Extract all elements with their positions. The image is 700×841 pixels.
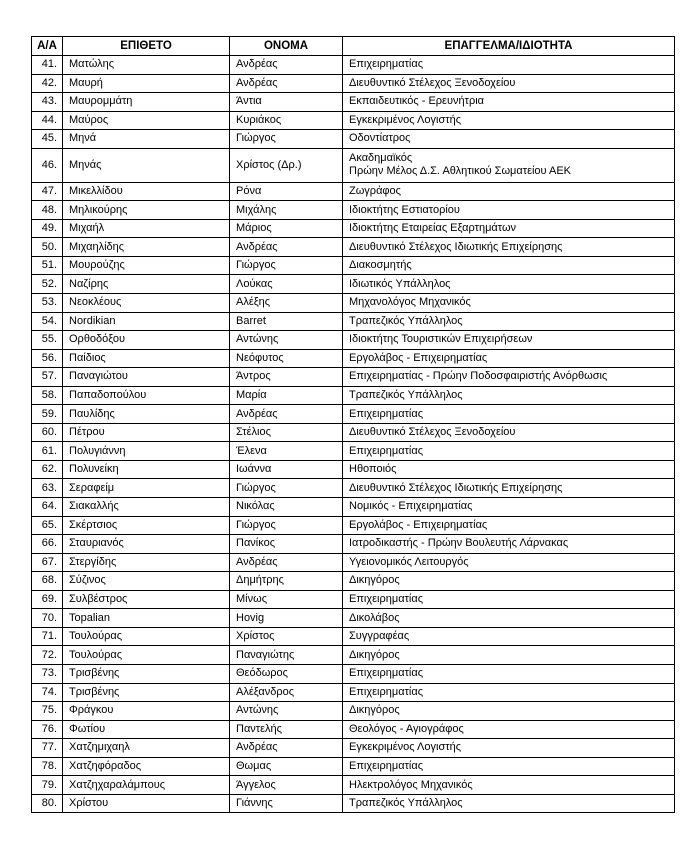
- table-body: [32, 56, 675, 813]
- row-profession: [343, 312, 675, 331]
- row-profession: [343, 256, 675, 275]
- row-profession: [343, 757, 675, 776]
- row-profession-line: Ιδιοκτήτης Τουριστικών Επιχειρήσεων: [349, 333, 533, 346]
- header-row: [32, 37, 675, 56]
- row-number: 68.: [32, 572, 63, 591]
- row-profession-line: Εργολάβος - Επιχειρηματίας: [349, 518, 488, 531]
- table-row: [32, 405, 675, 424]
- table-row: [32, 794, 675, 813]
- row-number: 53.: [32, 294, 63, 313]
- table-row: [32, 349, 675, 368]
- row-surname: Topalian: [63, 609, 230, 628]
- row-surname: Σύζινος: [63, 572, 230, 591]
- row-number: 43.: [32, 93, 63, 112]
- row-profession: [343, 479, 675, 498]
- row-first-name: Barret: [230, 312, 343, 331]
- row-first-name: Ανδρέας: [230, 405, 343, 424]
- table-row: [32, 498, 675, 517]
- row-profession-line: Ιατροδικαστής - Πρώην Βουλευτής Λάρνακας: [349, 537, 569, 550]
- row-profession: [343, 572, 675, 591]
- row-surname: Χατζηχαραλάμπους: [63, 776, 230, 795]
- row-surname: Ματώλης: [63, 56, 230, 75]
- table-row: [32, 627, 675, 646]
- row-profession: [343, 148, 675, 182]
- row-profession: [343, 498, 675, 517]
- table-row: [32, 683, 675, 702]
- row-first-name: Θωμας: [230, 757, 343, 776]
- row-profession: [343, 664, 675, 683]
- row-surname: Μαυρομμάτη: [63, 93, 230, 112]
- table-row: [32, 590, 675, 609]
- row-profession: [343, 349, 675, 368]
- row-first-name: Ανδρέας: [230, 553, 343, 572]
- row-profession-line: Συγγραφέας: [349, 630, 410, 643]
- row-profession-line: Επιχειρηματίας - Πρώην Ποδοσφαιριστής Ανόρθωσις: [349, 370, 608, 383]
- row-first-name: Άντρος: [230, 368, 343, 387]
- row-surname: Μιχαήλ: [63, 219, 230, 238]
- row-number: 47.: [32, 182, 63, 201]
- table-row: [32, 130, 675, 149]
- row-surname: Τρισβένης: [63, 664, 230, 683]
- table-row: [32, 386, 675, 405]
- row-profession: [343, 275, 675, 294]
- row-first-name: Αντώνης: [230, 331, 343, 350]
- row-surname: Χρίστου: [63, 794, 230, 813]
- row-profession-line: Διευθυντικό Στέλεχος Ξενοδοχείου: [349, 76, 516, 89]
- row-profession-line: Τραπεζικός Υπάλληλος: [349, 797, 463, 810]
- row-profession: [343, 702, 675, 721]
- row-number: 60.: [32, 423, 63, 442]
- row-number: 56.: [32, 349, 63, 368]
- row-surname: Μαύρος: [63, 111, 230, 130]
- row-number: 79.: [32, 776, 63, 795]
- row-surname: Παυλίδης: [63, 405, 230, 424]
- row-profession: [343, 442, 675, 461]
- table-row: [32, 664, 675, 683]
- row-profession-line: Δικηγόρος: [349, 704, 400, 717]
- row-profession: [343, 405, 675, 424]
- table-row: [32, 646, 675, 665]
- row-profession-line: Δικολάβος: [349, 611, 400, 624]
- row-profession: [343, 535, 675, 554]
- table-row: [32, 294, 675, 313]
- row-surname: Τουλούρας: [63, 646, 230, 665]
- row-surname: Πολυγιάννη: [63, 442, 230, 461]
- row-profession-line: Διακοσμητής: [349, 259, 412, 272]
- row-surname: Σταυριανός: [63, 535, 230, 554]
- table-row: [32, 535, 675, 554]
- table-row: [32, 312, 675, 331]
- row-profession-line: Εργολάβος - Επιχειρηματίας: [349, 351, 488, 364]
- row-profession-line: Εκπαιδευτικός - Ερευνήτρια: [349, 95, 485, 108]
- row-profession: [343, 776, 675, 795]
- row-profession: [343, 646, 675, 665]
- row-number: 72.: [32, 646, 63, 665]
- row-profession: [343, 182, 675, 201]
- row-surname: Σκέρτσιος: [63, 516, 230, 535]
- row-profession: [343, 111, 675, 130]
- row-first-name: Στέλιος: [230, 423, 343, 442]
- row-number: 55.: [32, 331, 63, 350]
- row-surname: Παίδιος: [63, 349, 230, 368]
- row-profession-line: Τραπεζικός Υπάλληλος: [349, 314, 463, 327]
- row-profession: [343, 683, 675, 702]
- row-surname: Μηλικούρης: [63, 201, 230, 220]
- row-number: 73.: [32, 664, 63, 683]
- row-surname: Ορθοδόξου: [63, 331, 230, 350]
- row-number: 76.: [32, 720, 63, 739]
- table-row: [32, 256, 675, 275]
- row-first-name: Έλενα: [230, 442, 343, 461]
- row-profession-line: Επιχειρηματίας: [349, 593, 424, 606]
- row-surname: Μηνάς: [63, 148, 230, 182]
- row-profession: [343, 201, 675, 220]
- row-profession-line: Επιχειρηματίας: [349, 444, 424, 457]
- row-surname: Μικελλίδου: [63, 182, 230, 201]
- row-first-name: Λούκας: [230, 275, 343, 294]
- row-number: 57.: [32, 368, 63, 387]
- row-surname: Παναγιώτου: [63, 368, 230, 387]
- table-row: [32, 93, 675, 112]
- row-profession-line: Ζωγράφος: [349, 185, 401, 197]
- row-surname: Παπαδοπούλου: [63, 386, 230, 405]
- row-profession-line: Διευθυντικό Στέλεχος Ιδιωτικής Επιχείρησης: [349, 240, 563, 253]
- table-row: [32, 219, 675, 238]
- row-profession-line: Ιδιοκτήτης Εστιατορίου: [349, 203, 460, 216]
- header-profession: ΕΠΑΓΓΕΛΜΑ/ΙΔΙΟΤΗΤΑ: [343, 37, 675, 56]
- table-row: [32, 111, 675, 130]
- row-profession-line: Δικηγόρος: [349, 574, 400, 587]
- row-profession: [343, 386, 675, 405]
- row-profession-line: Διευθυντικό Στέλεχος Ξενοδοχείου: [349, 426, 516, 439]
- row-surname: Πέτρου: [63, 423, 230, 442]
- row-profession-line: Ακαδημαϊκός: [349, 152, 413, 165]
- table-row: [32, 720, 675, 739]
- row-first-name: Κυριάκος: [230, 111, 343, 130]
- table-row: [32, 553, 675, 572]
- row-profession: [343, 74, 675, 93]
- row-number: 59.: [32, 405, 63, 424]
- row-first-name: Γιώργος: [230, 516, 343, 535]
- row-surname: Φράγκου: [63, 702, 230, 721]
- header-surname: ΕΠΙΘΕΤΟ: [63, 37, 230, 56]
- row-surname: Σιακαλλής: [63, 498, 230, 517]
- row-number: 50.: [32, 238, 63, 257]
- row-profession: [343, 238, 675, 257]
- row-number: 61.: [32, 442, 63, 461]
- table-row: [32, 331, 675, 350]
- row-surname: Φωτίου: [63, 720, 230, 739]
- row-number: 58.: [32, 386, 63, 405]
- row-first-name: Νικόλας: [230, 498, 343, 517]
- row-profession-line: Εγκεκριμένος Λογιστής: [349, 113, 462, 126]
- row-profession-line: Επιχειρηματίας: [349, 685, 424, 698]
- row-number: 74.: [32, 683, 63, 702]
- row-number: 52.: [32, 275, 63, 294]
- row-number: 51.: [32, 256, 63, 275]
- row-number: 49.: [32, 219, 63, 238]
- row-first-name: Γιάννης: [230, 794, 343, 813]
- row-surname: Πολυνείκη: [63, 460, 230, 479]
- row-first-name: Γιώργος: [230, 256, 343, 275]
- row-number: 42.: [32, 74, 63, 93]
- row-number: 45.: [32, 130, 63, 149]
- row-first-name: Αντώνης: [230, 702, 343, 721]
- row-surname: Μουρούζης: [63, 256, 230, 275]
- row-number: 62.: [32, 460, 63, 479]
- row-first-name: Ρόνα: [230, 182, 343, 201]
- row-profession: [343, 553, 675, 572]
- row-number: 71.: [32, 627, 63, 646]
- row-first-name: Γιώργος: [230, 130, 343, 149]
- row-first-name: Πανίκος: [230, 535, 343, 554]
- row-first-name: Μαρία: [230, 386, 343, 405]
- row-profession: [343, 93, 675, 112]
- row-profession: [343, 627, 675, 646]
- row-surname: Χατζηφόραδος: [63, 757, 230, 776]
- table-row: [32, 776, 675, 795]
- row-number: 63.: [32, 479, 63, 498]
- row-number: 64.: [32, 498, 63, 517]
- table-row: [32, 148, 675, 182]
- table-row: [32, 368, 675, 387]
- row-surname: Τουλούρας: [63, 627, 230, 646]
- row-profession-line: Τραπεζικός Υπάλληλος: [349, 389, 463, 402]
- table-row: [32, 739, 675, 758]
- row-first-name: Θεόδωρος: [230, 664, 343, 683]
- row-first-name: Χρίστος (Δρ.): [230, 148, 343, 182]
- row-surname: Nordikian: [63, 312, 230, 331]
- row-profession: [343, 368, 675, 387]
- row-first-name: Αλέξης: [230, 294, 343, 313]
- table-row: [32, 757, 675, 776]
- row-profession-line: Ιδιωτικός Υπάλληλος: [349, 277, 451, 290]
- row-number: 75.: [32, 702, 63, 721]
- row-first-name: Παντελής: [230, 720, 343, 739]
- row-first-name: Hovig: [230, 609, 343, 628]
- table-row: [32, 238, 675, 257]
- row-number: 80.: [32, 794, 63, 813]
- row-surname: Στεργίδης: [63, 553, 230, 572]
- row-surname: Σεραφείμ: [63, 479, 230, 498]
- row-number: 77.: [32, 739, 63, 758]
- row-profession: [343, 516, 675, 535]
- row-surname: Μιχαηλίδης: [63, 238, 230, 257]
- row-profession-line: Επιχειρηματίας: [349, 58, 424, 71]
- row-profession-line: Επιχειρηματίας: [349, 667, 424, 680]
- row-profession: [343, 794, 675, 813]
- row-profession-line: Υγειονομικός Λειτουργός: [349, 555, 469, 568]
- row-first-name: Ιωάννα: [230, 460, 343, 479]
- table-row: [32, 74, 675, 93]
- row-profession-line: Επιχειρηματίας: [349, 407, 424, 420]
- row-first-name: Νεόφυτος: [230, 349, 343, 368]
- row-number: 46.: [32, 148, 63, 182]
- table-row: [32, 572, 675, 591]
- table-row: [32, 423, 675, 442]
- row-surname: Ναζίρης: [63, 275, 230, 294]
- row-first-name: Άγγελος: [230, 776, 343, 795]
- table-row: [32, 182, 675, 201]
- row-surname: Νεοκλέους: [63, 294, 230, 313]
- row-first-name: Γιώργος: [230, 479, 343, 498]
- table-row: [32, 442, 675, 461]
- row-profession: [343, 460, 675, 479]
- table-row: [32, 201, 675, 220]
- row-surname: Τρισβένης: [63, 683, 230, 702]
- row-number: 41.: [32, 56, 63, 75]
- row-surname: Μηνά: [63, 130, 230, 149]
- table-row: [32, 56, 675, 75]
- row-number: 54.: [32, 312, 63, 331]
- row-profession-line-2: Πρώην Μέλος Δ.Σ. Αθλητικού Σωματείου ΑΕΚ: [349, 165, 572, 178]
- table-row: [32, 516, 675, 535]
- row-number: 78.: [32, 757, 63, 776]
- row-number: 65.: [32, 516, 63, 535]
- row-first-name: Άντια: [230, 93, 343, 112]
- row-first-name: Ανδρέας: [230, 739, 343, 758]
- row-profession-line: Μηχανολόγος Μηχανικός: [349, 296, 471, 309]
- row-first-name: Μάριος: [230, 219, 343, 238]
- row-profession: [343, 590, 675, 609]
- header-name: ΟΝΟΜΑ: [230, 37, 343, 56]
- members-table: [31, 36, 675, 813]
- row-profession: [343, 294, 675, 313]
- row-first-name: Μιχάλης: [230, 201, 343, 220]
- row-first-name: Παναγιώτης: [230, 646, 343, 665]
- row-surname: Συλβέστρος: [63, 590, 230, 609]
- row-profession-line: Θεολόγος - Αγιογράφος: [349, 722, 464, 735]
- row-first-name: Ανδρέας: [230, 238, 343, 257]
- row-first-name: Χρίστος: [230, 627, 343, 646]
- row-profession-line: Νομικός - Επιχειρηματίας: [349, 500, 473, 513]
- table-row: [32, 460, 675, 479]
- row-first-name: Αλέξανδρος: [230, 683, 343, 702]
- table-row: [32, 479, 675, 498]
- row-profession-line: Ηθοποιός: [349, 463, 397, 476]
- row-first-name: Ανδρέας: [230, 74, 343, 93]
- row-profession-line: Οδοντίατρος: [349, 132, 411, 145]
- row-first-name: Ανδρέας: [230, 56, 343, 75]
- row-profession: [343, 739, 675, 758]
- row-number: 66.: [32, 535, 63, 554]
- row-profession-line: Διευθυντικό Στέλεχος Ιδιωτικής Επιχείρησης: [349, 481, 563, 494]
- row-profession-line: Επιχειρηματίας: [349, 759, 424, 772]
- row-profession-line: Δικηγόρος: [349, 648, 400, 661]
- row-number: 69.: [32, 590, 63, 609]
- row-surname: Χατζημιχαηλ: [63, 739, 230, 758]
- table-row: [32, 702, 675, 721]
- row-number: 44.: [32, 111, 63, 130]
- table-row: [32, 275, 675, 294]
- row-surname: Μαυρή: [63, 74, 230, 93]
- header-num: Α/Α: [32, 37, 63, 56]
- row-profession-line: Εγκεκριμένος Λογιστής: [349, 741, 462, 754]
- row-number: 70.: [32, 609, 63, 628]
- row-profession: [343, 609, 675, 628]
- row-number: 67.: [32, 553, 63, 572]
- row-profession-line: Ηλεκτρολόγος Μηχανικός: [349, 778, 473, 791]
- row-profession: [343, 219, 675, 238]
- row-profession-line: Ιδιοκτήτης Εταιρείας Εξαρτημάτων: [349, 222, 517, 235]
- row-first-name: Μίνως: [230, 590, 343, 609]
- row-profession: [343, 720, 675, 739]
- table-row: [32, 609, 675, 628]
- row-profession: [343, 56, 675, 75]
- row-number: 48.: [32, 201, 63, 220]
- row-first-name: Δημήτρης: [230, 572, 343, 591]
- row-profession: [343, 130, 675, 149]
- row-profession: [343, 423, 675, 442]
- row-profession: [343, 331, 675, 350]
